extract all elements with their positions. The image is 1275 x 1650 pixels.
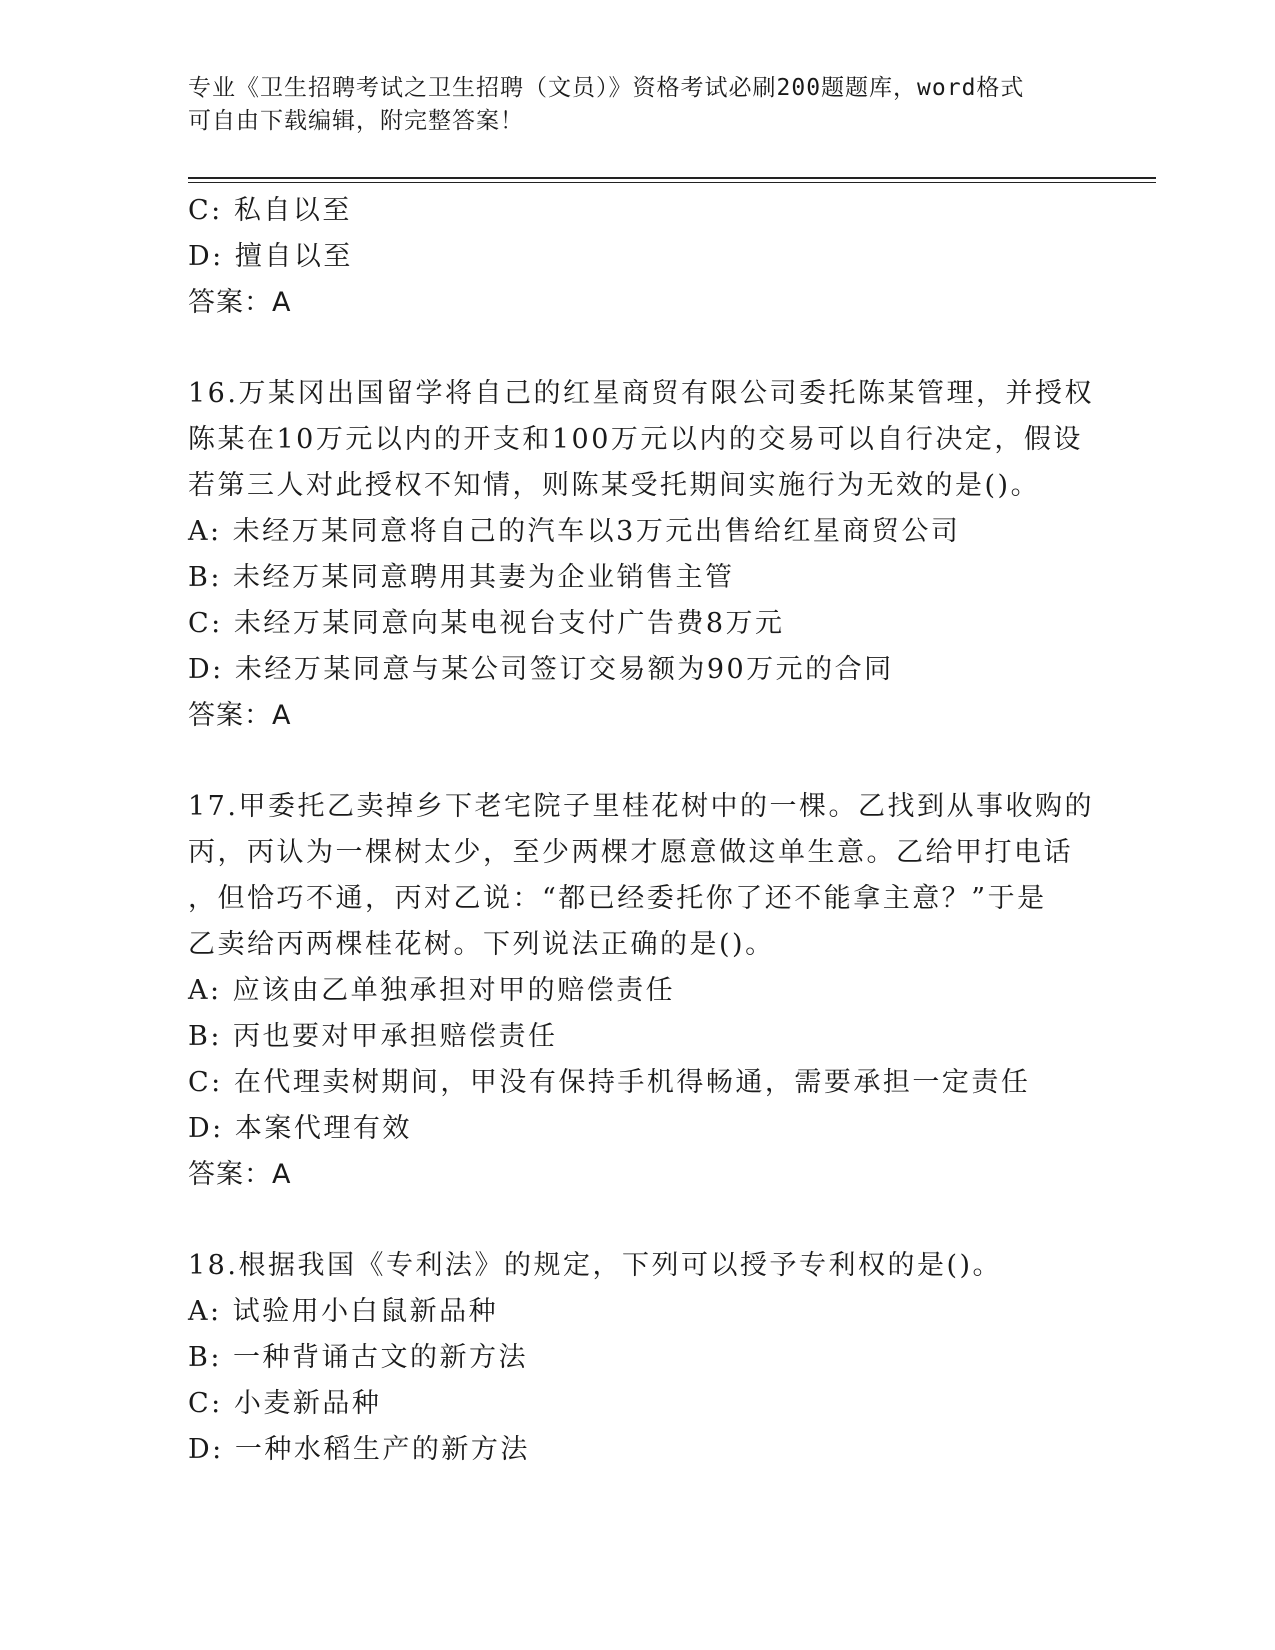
question-stem-line: 乙卖给丙两棵桂花树。下列说法正确的是()。 (188, 929, 775, 960)
spacer (188, 739, 1118, 784)
document-body (188, 188, 1118, 1473)
header-divider-thick (188, 177, 1156, 179)
spacer (188, 1198, 1118, 1243)
answer-line: 答案：A (188, 287, 292, 318)
option-a: A: 试验用小白鼠新品种 (188, 1296, 499, 1327)
option-b: B: 未经万某同意聘用其妻为企业销售主管 (188, 562, 735, 593)
question-16 (188, 371, 1118, 739)
header-divider-thin (188, 182, 1156, 183)
question-stem-line: ，但恰巧不通，丙对乙说：“都已经委托你了还不能拿主意？”于是 (188, 883, 1047, 914)
option-d: D: 擅自以至 (188, 241, 353, 272)
option-b: B: 丙也要对甲承担赔偿责任 (188, 1021, 558, 1052)
answer-line: 答案：A (188, 700, 292, 731)
option-c: C: 未经万某同意向某电视台支付广告费8万元 (188, 608, 785, 639)
answer-line: 答案：A (188, 1159, 292, 1190)
spacer (188, 326, 1118, 371)
option-d: D: 本案代理有效 (188, 1113, 412, 1144)
question-stem-line: 陈某在10万元以内的开支和100万元以内的交易可以自行决定，假设 (188, 424, 1083, 455)
question-stem-line: 16.万某冈出国留学将自己的红星商贸有限公司委托陈某管理，并授权 (188, 378, 1094, 409)
question-stem-line: 丙，丙认为一棵树太少，至少两棵才愿意做这单生意。乙给甲打电话 (188, 837, 1073, 868)
question-18 (188, 1243, 1118, 1473)
question-stem-line: 若第三人对此授权不知情，则陈某受托期间实施行为无效的是()。 (188, 470, 1041, 501)
document-header (188, 72, 1108, 138)
option-c: C: 在代理卖树期间，甲没有保持手机得畅通，需要承担一定责任 (188, 1067, 1031, 1098)
header-line-1: 专业《卫生招聘考试之卫生招聘（文员）》资格考试必刷200题题库，word格式 (188, 75, 1025, 101)
header-line-2: 可自由下载编辑，附完整答案！ (188, 108, 524, 134)
option-a: A: 未经万某同意将自己的汽车以3万元出售给红星商贸公司 (188, 516, 961, 547)
question-stem-line: 17.甲委托乙卖掉乡下老宅院子里桂花树中的一棵。乙找到从事收购的 (188, 791, 1094, 822)
question-stem-line: 18.根据我国《专利法》的规定，下列可以授予专利权的是()。 (188, 1250, 1003, 1281)
option-c: C: 小麦新品种 (188, 1388, 382, 1419)
question-17 (188, 784, 1118, 1198)
option-d: D: 一种水稻生产的新方法 (188, 1434, 530, 1465)
option-d: D: 未经万某同意与某公司签订交易额为90万元的合同 (188, 654, 894, 685)
option-b: B: 一种背诵古文的新方法 (188, 1342, 529, 1373)
question-15-tail (188, 188, 1118, 326)
option-a: A: 应该由乙单独承担对甲的赔偿责任 (188, 975, 676, 1006)
option-c: C: 私自以至 (188, 195, 352, 226)
